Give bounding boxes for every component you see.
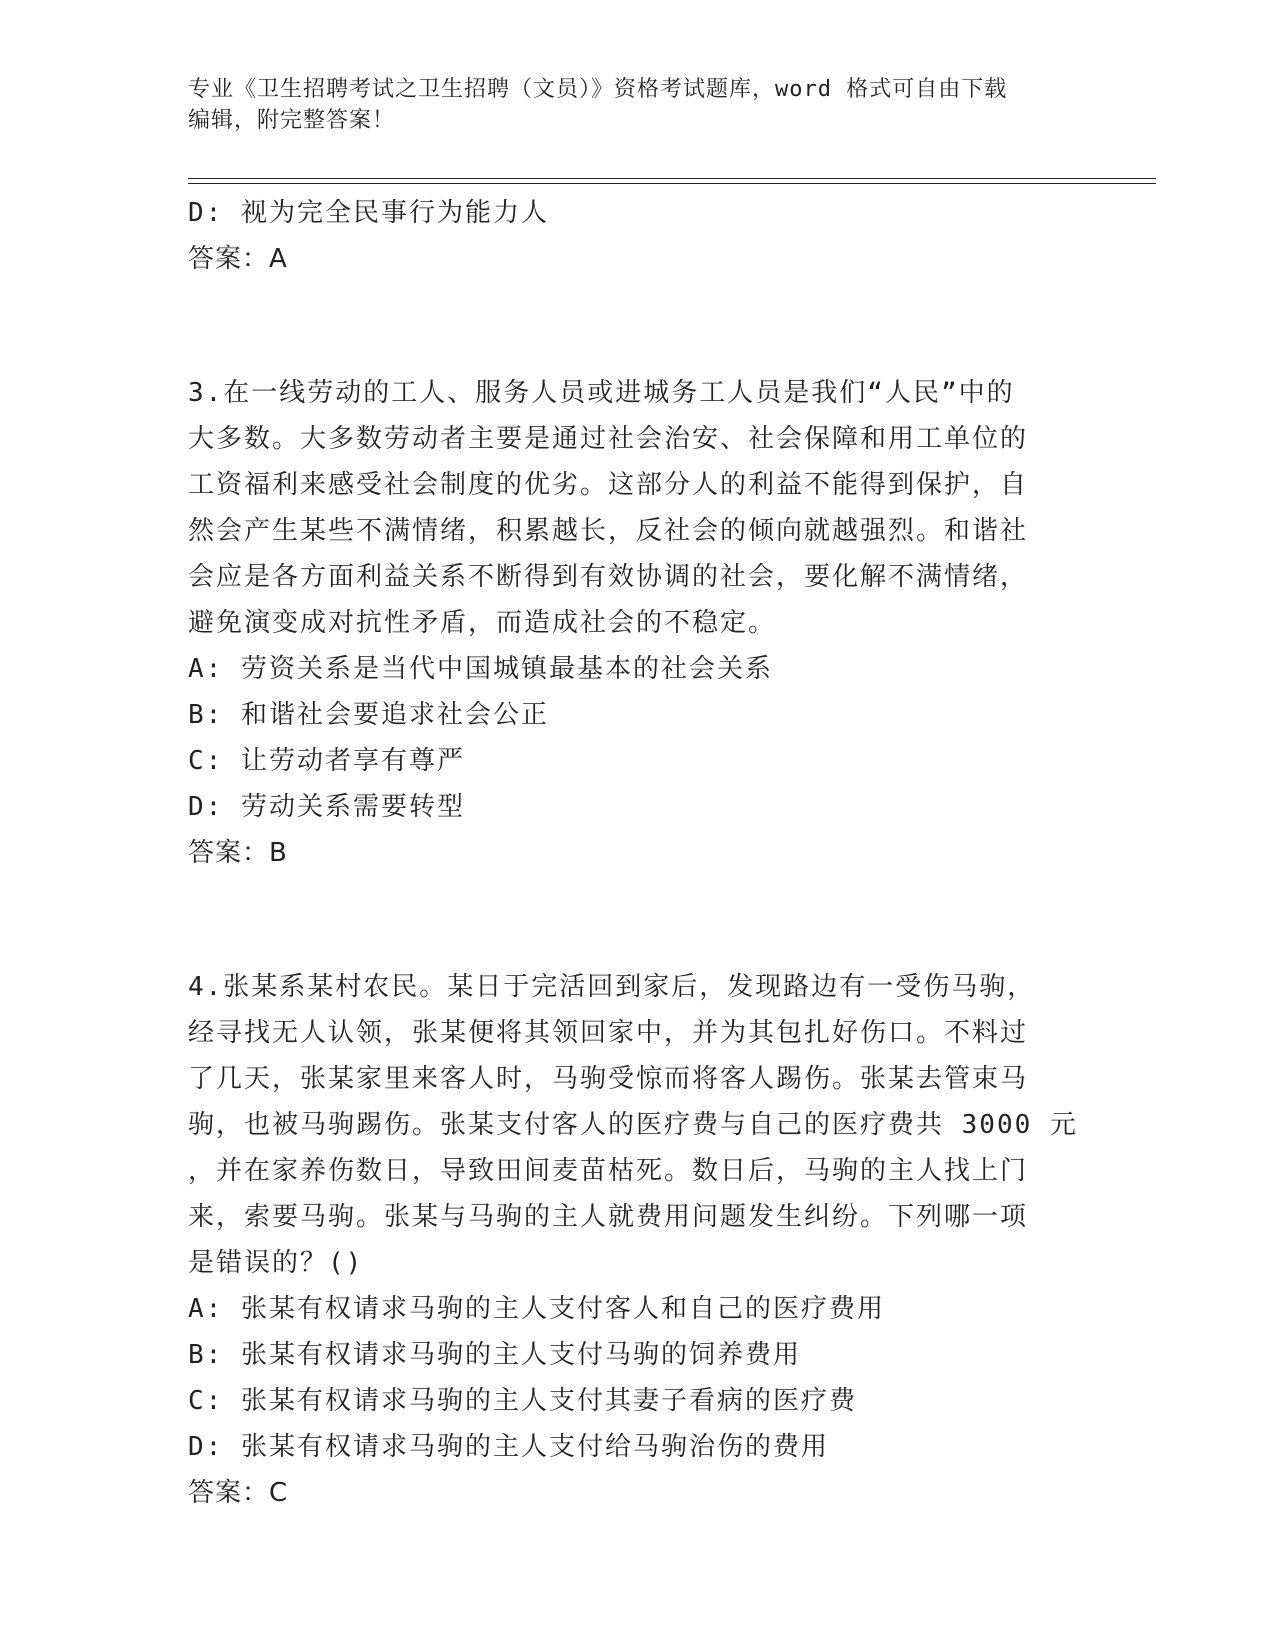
stem-line: 来，索要马驹。张某与马驹的主人就费用问题发生纠纷。下列哪一项 [188,1202,1029,1232]
spacer [188,876,1088,964]
stem-line: 4.张某系某村农民。某日于完活回到家后，发现路边有一受伤马驹， [188,972,1036,1002]
option-c: C: 张某有权请求马驹的主人支付其妻子看病的医疗费 [188,1386,857,1416]
stem-line: 工资福利来感受社会制度的优劣。这部分人的利益不能得到保护，自 [188,470,1029,500]
document-body [188,190,1088,1516]
stem-line: 避免演变成对抗性矛盾，而造成社会的不稳定。 [188,608,777,638]
option-d: D: 视为完全民事行为能力人 [188,198,549,228]
stem-line: 了几天，张某家里来客人时，马驹受惊而将客人踢伤。张某去管束马 [188,1064,1029,1094]
option-a: A: 劳资关系是当代中国城镇最基本的社会关系 [188,654,773,684]
option-b: B: 张某有权请求马驹的主人支付马驹的饲养费用 [188,1340,801,1370]
document-header [188,74,1088,136]
stem-line: 大多数。大多数劳动者主要是通过社会治安、社会保障和用工单位的 [188,424,1029,454]
header-line-1: 专业《卫生招聘考试之卫生招聘（文员）》资格考试题库，word 格式可自由下载 [188,77,1008,102]
question-4-stem [188,964,1088,1286]
stem-line: 经寻找无人认领，张某便将其领回家中，并为其包扎好伤口。不料过 [188,1018,1029,1048]
option-d: D: 劳动关系需要转型 [188,792,465,822]
question-2-tail [188,190,1088,282]
header-line-2: 编辑，附完整答案！ [188,108,396,133]
stem-line: 是错误的？() [188,1248,364,1278]
option-a: A: 张某有权请求马驹的主人支付客人和自己的医疗费用 [188,1294,885,1324]
option-b: B: 和谐社会要追求社会公正 [188,700,549,730]
question-3-stem [188,370,1088,646]
header-divider-bottom [188,183,1156,184]
question-3 [188,370,1088,876]
stem-line: ，并在家养伤数日，导致田间麦苗枯死。数日后，马驹的主人找上门 [188,1156,1029,1186]
answer-line: 答案：C [188,1478,289,1508]
stem-line: 驹，也被马驹踢伤。张某支付客人的医疗费与自己的医疗费共 3000 元 [188,1110,1078,1140]
stem-line: 3.在一线劳动的工人、服务人员或进城务工人员是我们“人民”中的 [188,378,1015,408]
stem-line: 然会产生某些不满情绪，积累越长，反社会的倾向就越强烈。和谐社 [188,516,1029,546]
stem-line: 会应是各方面利益关系不断得到有效协调的社会，要化解不满情绪， [188,562,1029,592]
answer-line: 答案：B [188,838,288,868]
answer-line: 答案：A [188,244,288,274]
spacer [188,282,1088,370]
question-4 [188,964,1088,1516]
option-c: C: 让劳动者享有尊严 [188,746,465,776]
header-divider-top [188,178,1156,179]
option-d: D: 张某有权请求马驹的主人支付给马驹治伤的费用 [188,1432,829,1462]
